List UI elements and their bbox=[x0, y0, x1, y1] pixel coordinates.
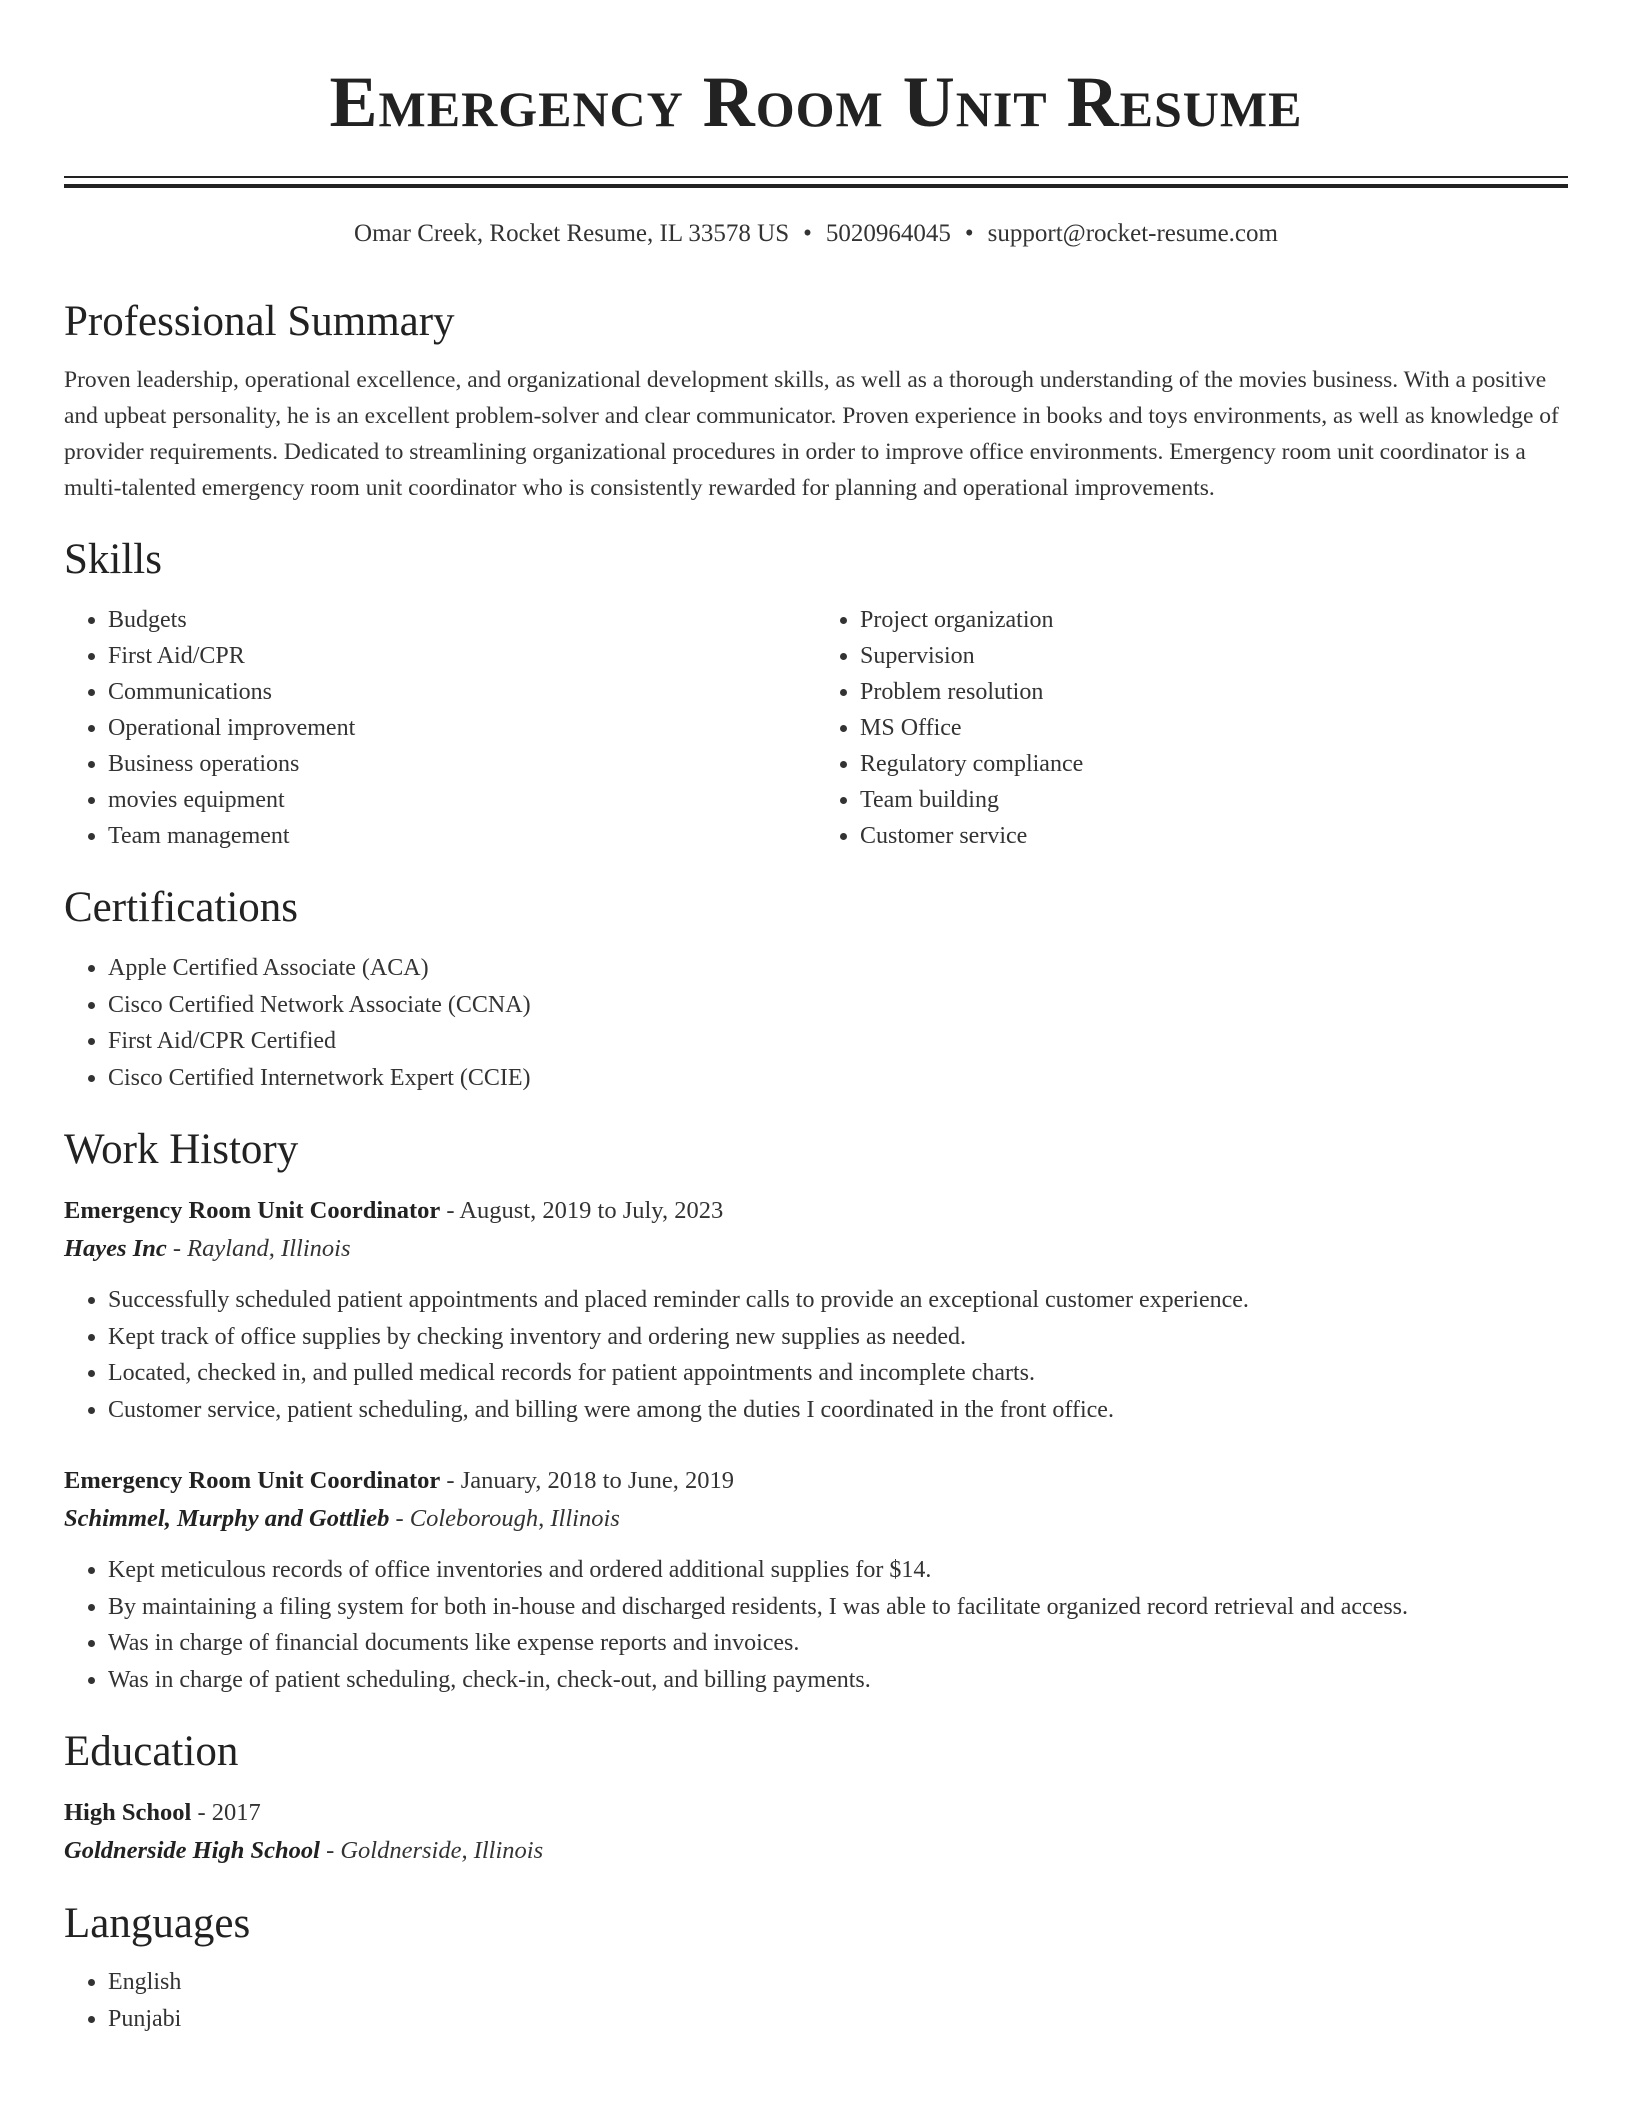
summary-heading: Professional Summary bbox=[64, 298, 455, 345]
skill-item: • Budgets bbox=[108, 602, 816, 638]
company-line bbox=[64, 1500, 1568, 1538]
skill-item: • Team management bbox=[108, 818, 816, 854]
skill-item: • Team building bbox=[860, 782, 1568, 818]
education-degree-line bbox=[64, 1794, 1568, 1832]
certification-item: • Apple Certified Associate (ACA) bbox=[108, 950, 1568, 987]
skill-item: • Problem resolution bbox=[860, 674, 1568, 710]
company-name: Schimmel, Murphy and Gottlieb bbox=[64, 1505, 390, 1532]
skills-heading: Skills bbox=[64, 536, 162, 583]
company-line bbox=[64, 1230, 1568, 1268]
contact-line bbox=[64, 216, 1568, 252]
job-dates: - January, 2018 to June, 2019 bbox=[440, 1467, 735, 1494]
job-title-line bbox=[64, 1192, 1568, 1230]
skill-item: • Project organization bbox=[860, 602, 1568, 638]
contact-separator: • bbox=[964, 220, 974, 247]
skills-list-right bbox=[816, 602, 1568, 854]
languages-heading: Languages bbox=[64, 1900, 251, 1947]
skill-item: • Supervision bbox=[860, 638, 1568, 674]
skill-item: • Business operations bbox=[108, 746, 816, 782]
resume-title: Emergency Room Unit Resume bbox=[329, 62, 1303, 142]
job-dates: - August, 2019 to July, 2023 bbox=[440, 1197, 724, 1224]
certifications-list bbox=[64, 950, 1568, 1096]
job-title-line bbox=[64, 1462, 1568, 1500]
job-duty-item: • Located, checked in, and pulled medical records for patient appointments and incomplete charts. bbox=[108, 1355, 1568, 1392]
language-item: • English bbox=[108, 1964, 1568, 2001]
certifications-heading: Certifications bbox=[64, 884, 299, 931]
company-location: - Coleborough, Illinois bbox=[389, 1505, 620, 1532]
title-double-rule bbox=[64, 176, 1568, 188]
job-entry bbox=[64, 1462, 1568, 1698]
education-school-line bbox=[64, 1832, 1568, 1870]
certification-item: • Cisco Certified Network Associate (CCNA) bbox=[108, 987, 1568, 1024]
contact-phone: 5020964045 bbox=[825, 220, 951, 247]
job-duties-list bbox=[64, 1552, 1568, 1698]
job-title: Emergency Room Unit Coordinator bbox=[64, 1197, 441, 1224]
skill-item: • MS Office bbox=[860, 710, 1568, 746]
job-duty-item: • Was in charge of patient scheduling, check-in, check-out, and billing payments. bbox=[108, 1662, 1568, 1699]
job-duty-item: • Was in charge of financial documents like expense reports and invoices. bbox=[108, 1625, 1568, 1662]
certification-item: • First Aid/CPR Certified bbox=[108, 1023, 1568, 1060]
languages-list bbox=[64, 1964, 1568, 2037]
summary-text: Proven leadership, operational excellence, and organizational development skills, as well as a thorough understanding of the movies business. With a positive and upbeat personality, he is an excellent problem-solver and clear communicator. Proven experience in books and toys environments, as well as knowledge of provider requirements. Dedicated to streamlining organizational procedures in order to improve office environments. Emergency room unit coordinator is a multi-talented emergency room unit coordinator who is consistently rewarded for planning and operational improvements. bbox=[64, 367, 1559, 501]
skill-item: • Customer service bbox=[860, 818, 1568, 854]
skills-grid bbox=[64, 602, 1568, 854]
contact-email: support@rocket-resume.com bbox=[987, 220, 1278, 247]
job-title: Emergency Room Unit Coordinator bbox=[64, 1467, 441, 1494]
skill-item: • Communications bbox=[108, 674, 816, 710]
job-duty-item: • Customer service, patient scheduling, and billing were among the duties I coordinated in the front office. bbox=[108, 1392, 1568, 1429]
education-heading: Education bbox=[64, 1728, 239, 1775]
language-item: • Punjabi bbox=[108, 2001, 1568, 2038]
skill-item: • movies equipment bbox=[108, 782, 816, 818]
contact-separator: • bbox=[803, 220, 812, 247]
certification-item: • Cisco Certified Internetwork Expert (CCIE) bbox=[108, 1060, 1568, 1097]
contact-address: Omar Creek, Rocket Resume, IL 33578 US bbox=[354, 220, 790, 247]
skills-list-left bbox=[64, 602, 816, 854]
job-duty-item: • Kept meticulous records of office inventories and ordered additional supplies for $14. bbox=[108, 1552, 1568, 1589]
company-name: Hayes Inc bbox=[64, 1235, 167, 1262]
education-degree: High School bbox=[64, 1799, 192, 1826]
school-location: - Goldnerside, Illinois bbox=[319, 1837, 544, 1864]
company-location: - Rayland, Illinois bbox=[166, 1235, 351, 1262]
job-duty-item: • Kept track of office supplies by checking inventory and ordering new supplies as needed. bbox=[108, 1319, 1568, 1356]
skill-item: • Regulatory compliance bbox=[860, 746, 1568, 782]
skill-item: • First Aid/CPR bbox=[108, 638, 816, 674]
skill-item: • Operational improvement bbox=[108, 710, 816, 746]
work-history-heading: Work History bbox=[64, 1126, 299, 1173]
job-entry bbox=[64, 1192, 1568, 1428]
education-year: - 2017 bbox=[191, 1799, 261, 1826]
school-name: Goldnerside High School bbox=[64, 1837, 320, 1864]
job-duty-item: • By maintaining a filing system for both in-house and discharged residents, I was able to facilitate organized record retrieval and access. bbox=[108, 1589, 1568, 1626]
job-duty-item: • Successfully scheduled patient appointments and placed reminder calls to provide an exceptional customer experience. bbox=[108, 1282, 1568, 1319]
job-duties-list bbox=[64, 1282, 1568, 1428]
